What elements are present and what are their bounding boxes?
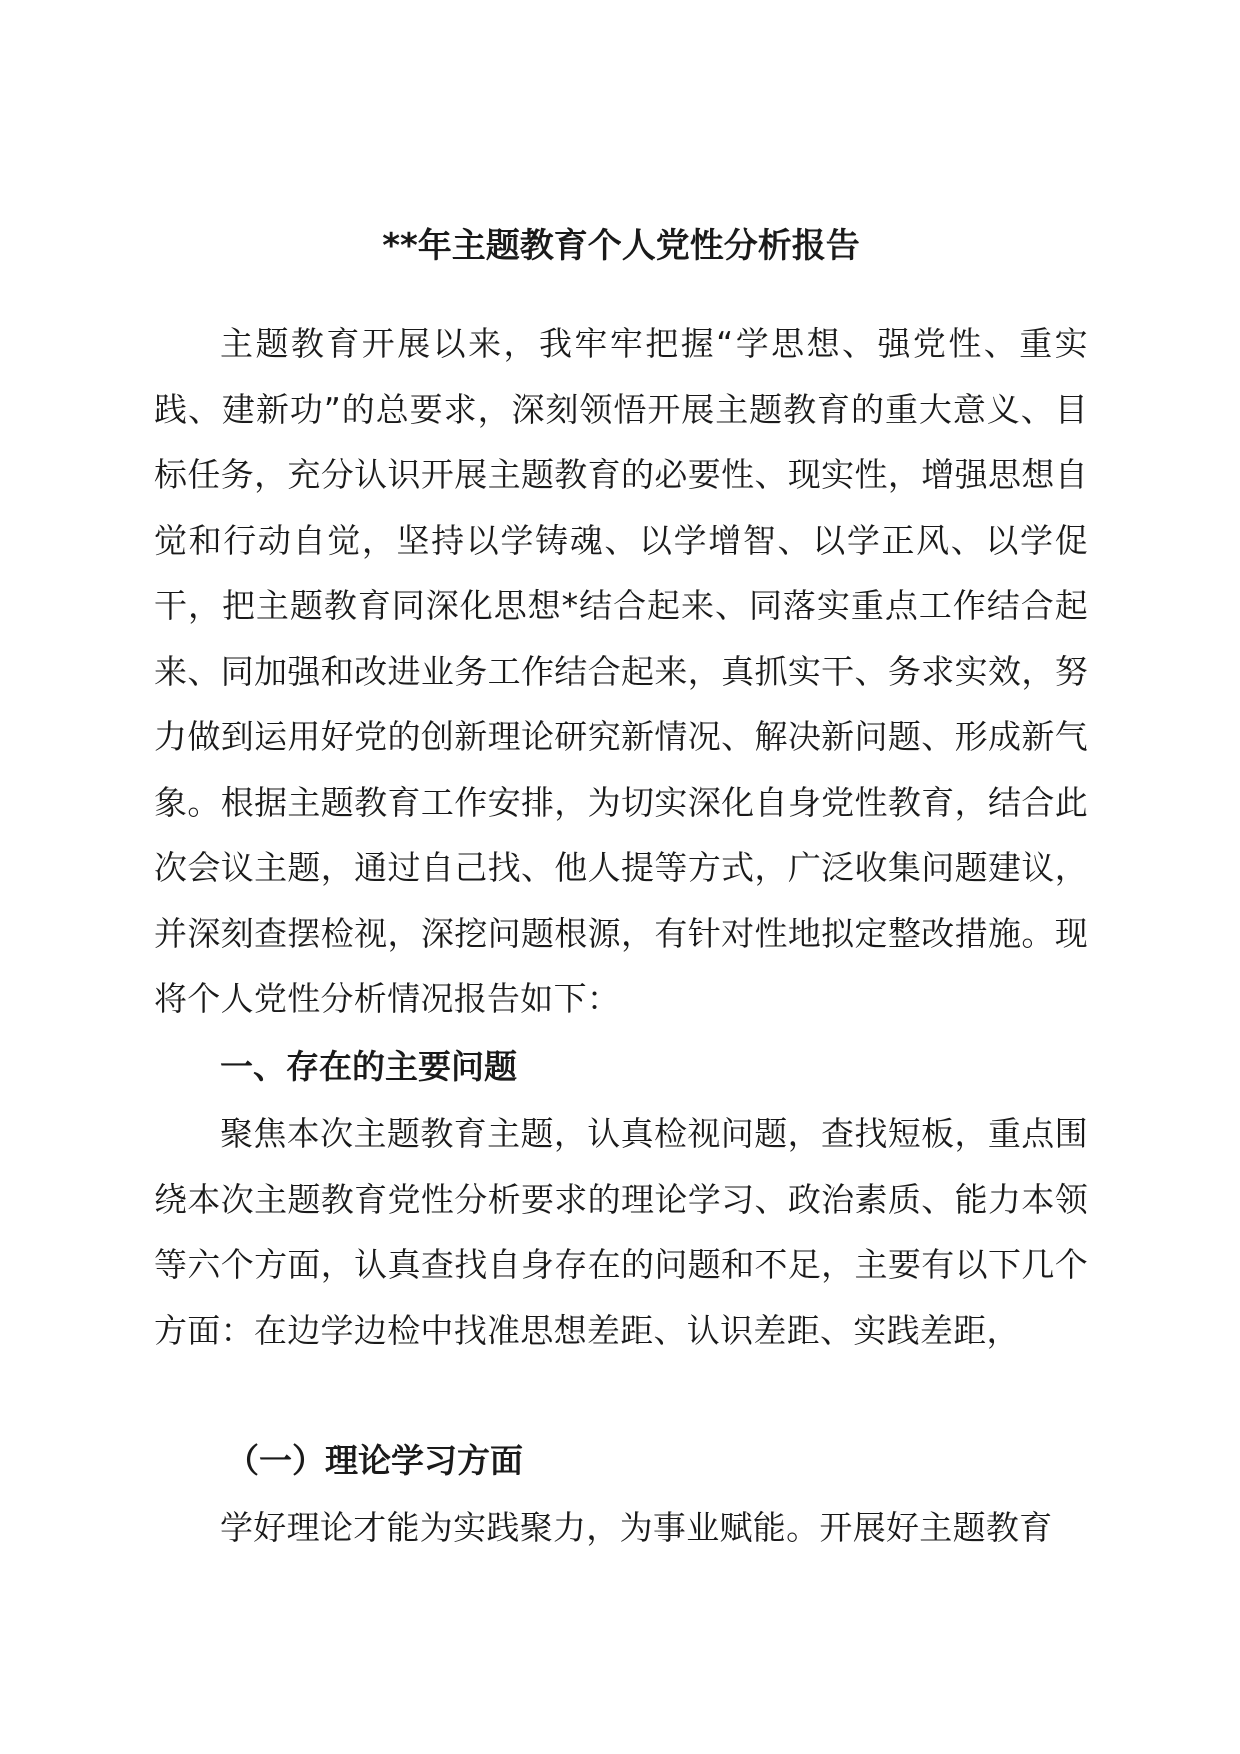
section-1-paragraph: 聚焦本次主题教育主题，认真检视问题，查找短板，重点围绕本次主题教育党性分析要求的理论学习、政治素质、能力本领等六个方面，认真查找自身存在的问题和不足，主要有以下几个方面：在边学边检中找准思想差距、认识差距、实践差距，	[154, 1114, 1088, 1350]
subsection-heading-theory-study: （一）理论学习方面	[226, 1441, 523, 1480]
section-heading-main-problems: 一、存在的主要问题	[220, 1047, 517, 1086]
subsection-1-paragraph: 学好理论才能为实践聚力，为事业赋能。开展好主题教育	[220, 1508, 1053, 1547]
document-page	[154, 0, 1088, 1754]
document-title: **年主题教育个人党性分析报告	[382, 226, 860, 266]
intro-paragraph: 主题教育开展以来，我牢牢把握“学思想、强党性、重实践、建新功”的总要求，深刻领悟开展主题教育的重大意义、目标任务，充分认识开展主题教育的必要性、现实性，增强思想自觉和行动自觉，坚持以学铸魂、以学增智、以学正风、以学促干，把主题教育同深化思想*结合起来、同落实重点工作结合起来、同加强和改进业务工作结合起来，真抓实干、务求实效，努力做到运用好党的创新理论研究新情况、解决新问题、形成新气象。根据主题教育工作安排，为切实深化自身党性教育，结合此次会议主题，通过自己找、他人提等方式，广泛收集问题建议，并深刻查摆检视，深挖问题根源，有针对性地拟定整改措施。现将个人党性分析情况报告如下：	[154, 324, 1088, 1018]
